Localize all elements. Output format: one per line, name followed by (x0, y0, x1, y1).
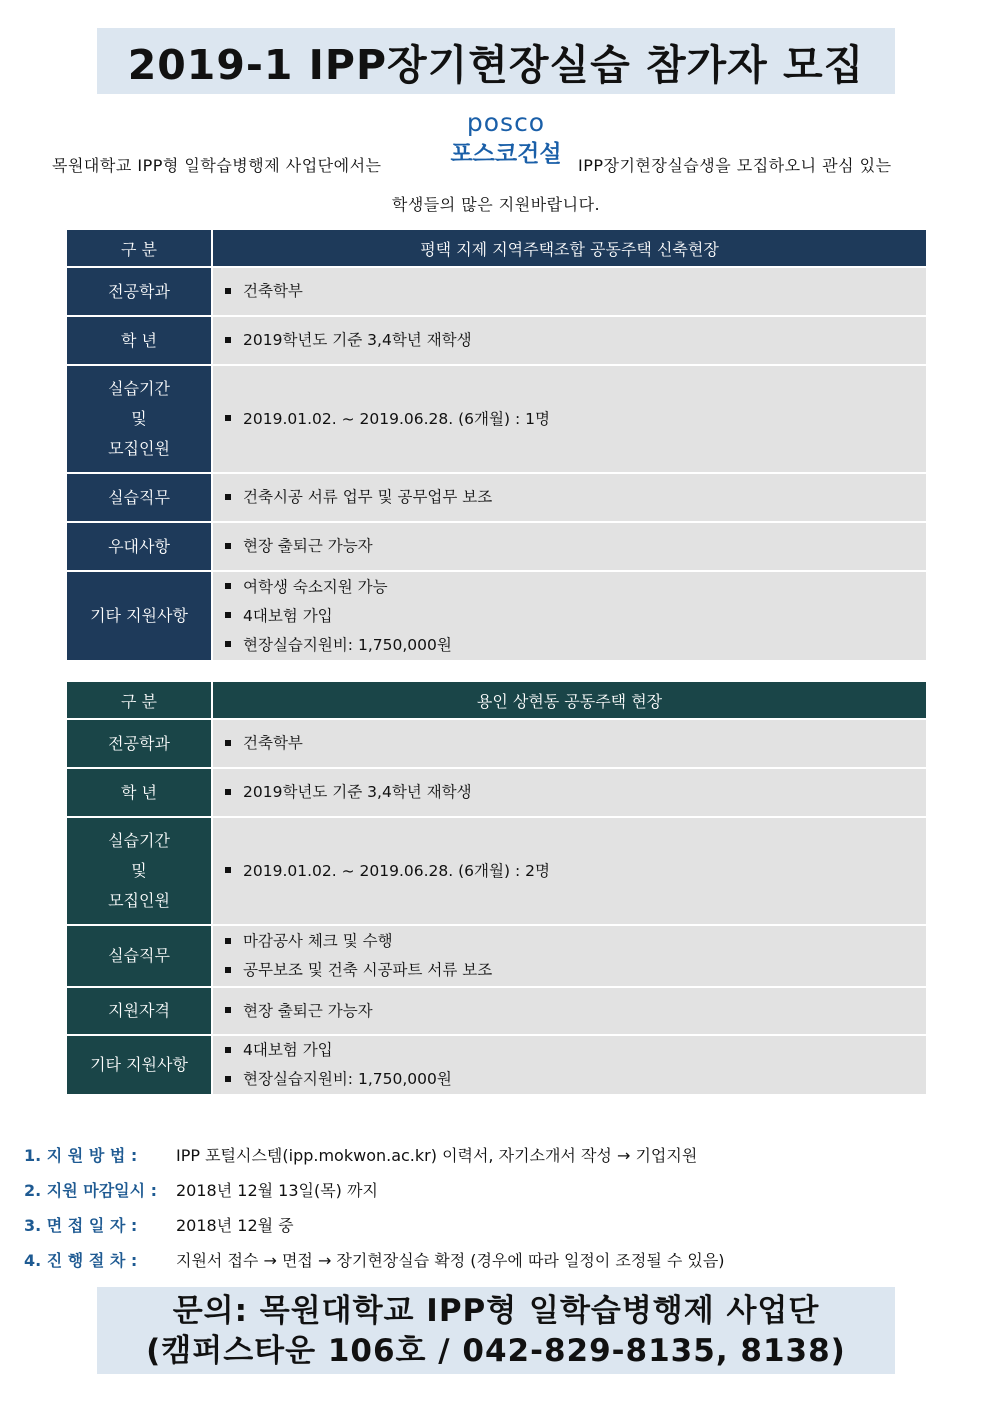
row-label-major: 전공학과 (66, 719, 212, 768)
table-header-category: 구 분 (66, 229, 212, 267)
bullet-icon (225, 740, 231, 746)
intro-text-left: 목원대학교 IPP형 일학습병행제 사업단에서는 (52, 156, 382, 175)
bullet-icon (225, 494, 231, 500)
posco-logo-en: posco (466, 108, 546, 137)
row-value-duty: 마감공사 체크 및 수행 공무보조 및 건축 시공파트 서류 보조 (212, 925, 927, 987)
contact-line1: 문의: 목원대학교 IPP형 일학습병행제 사업단 (172, 1292, 820, 1329)
step-label: 3. 면 접 일 자 : (24, 1216, 138, 1235)
row-label-duty: 실습직무 (66, 925, 212, 987)
bullet-icon (225, 867, 231, 873)
bullet-icon (225, 641, 231, 647)
table-header-site: 평택 지제 지역주택조합 공동주택 신축현장 (212, 229, 927, 267)
bullet-icon (225, 1007, 231, 1013)
bullet-icon (225, 612, 231, 618)
contact-banner (97, 1287, 895, 1374)
intro-text-right: IPP장기현장실습생을 모집하오니 관심 있는 (578, 156, 892, 175)
site-table-pyeongtaek (65, 228, 928, 662)
row-label-grade: 학 년 (66, 768, 212, 817)
step-method (24, 1137, 725, 1172)
table-header-site: 용인 상현동 공동주택 현장 (212, 681, 927, 719)
step-value: IPP 포털시스템(ipp.mokwon.ac.kr) 이력서, 자기소개서 작성 → 기업지원 (176, 1146, 698, 1165)
step-value: 2018년 12월 13일(목) 까지 (176, 1181, 378, 1200)
bullet-icon (225, 1047, 231, 1053)
application-steps (24, 1137, 725, 1277)
bullet-icon (225, 415, 231, 421)
step-label: 4. 진 행 절 차 : (24, 1251, 138, 1270)
row-label-major: 전공학과 (66, 267, 212, 316)
step-interview (24, 1207, 725, 1242)
bullet-icon (225, 967, 231, 973)
bullet-icon (225, 583, 231, 589)
row-value-support: 여학생 숙소지원 가능 4대보험 가입 현장실습지원비: 1,750,000원 (212, 571, 927, 661)
row-label-period: 실습기간 및 모집인원 (66, 365, 212, 473)
site-table-yongin (65, 680, 928, 1096)
row-label-period: 실습기간 및 모집인원 (66, 817, 212, 925)
bullet-icon (225, 1076, 231, 1082)
table-header-category: 구 분 (66, 681, 212, 719)
contact-line2: (캠퍼스타운 106호 / 042-829-8135, 8138) (146, 1332, 846, 1369)
bullet-icon (225, 789, 231, 795)
step-deadline (24, 1172, 725, 1207)
row-value-period: 2019.01.02. ~ 2019.06.28. (6개월) : 2명 (212, 817, 927, 925)
page-title: 2019-1 IPP장기현장실습 참가자 모집 (97, 28, 895, 94)
step-label: 2. 지원 마감일시 : (24, 1181, 158, 1200)
row-value-support: 4대보험 가입 현장실습지원비: 1,750,000원 (212, 1035, 927, 1095)
row-value-major: 건축학부 (212, 267, 927, 316)
step-label: 1. 지 원 방 법 : (24, 1146, 138, 1165)
step-value: 지원서 접수 → 면접 → 장기현장실습 확정 (경우에 따라 일정이 조정될 수 있음) (176, 1251, 725, 1270)
row-value-preference: 현장 출퇴근 가능자 (212, 522, 927, 571)
step-process (24, 1242, 725, 1277)
posco-logo-kr: 포스코건설 (450, 141, 562, 167)
row-value-grade: 2019학년도 기준 3,4학년 재학생 (212, 316, 927, 365)
intro-text-line2: 학생들의 많은 지원바랍니다. (391, 195, 601, 214)
row-label-qualification: 지원자격 (66, 987, 212, 1035)
row-value-duty: 건축시공 서류 업무 및 공무업무 보조 (212, 473, 927, 522)
row-label-preference: 우대사항 (66, 522, 212, 571)
row-label-support: 기타 지원사항 (66, 1035, 212, 1095)
row-value-qualification: 현장 출퇴근 가능자 (212, 987, 927, 1035)
bullet-icon (225, 543, 231, 549)
row-label-duty: 실습직무 (66, 473, 212, 522)
row-label-support: 기타 지원사항 (66, 571, 212, 661)
row-value-period: 2019.01.02. ~ 2019.06.28. (6개월) : 1명 (212, 365, 927, 473)
step-value: 2018년 12월 중 (176, 1216, 294, 1235)
row-value-major: 건축학부 (212, 719, 927, 768)
row-value-grade: 2019학년도 기준 3,4학년 재학생 (212, 768, 927, 817)
posco-logo (440, 108, 572, 174)
bullet-icon (225, 337, 231, 343)
bullet-icon (225, 288, 231, 294)
bullet-icon (225, 938, 231, 944)
row-label-grade: 학 년 (66, 316, 212, 365)
